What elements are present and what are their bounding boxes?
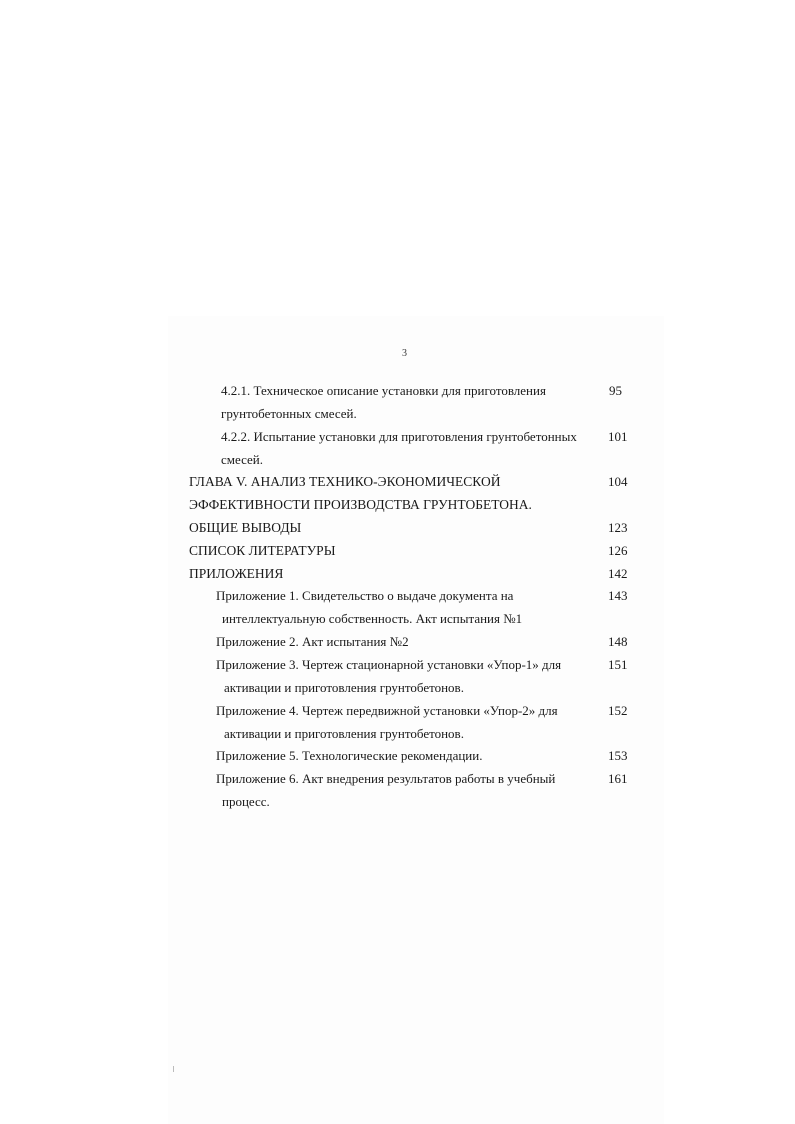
toc-entry-page: 143 xyxy=(608,588,628,603)
toc-entry-page: 153 xyxy=(608,748,628,763)
toc-entry-page: 152 xyxy=(608,703,628,718)
toc-entry-title: СПИСОК ЛИТЕРАТУРЫ xyxy=(189,543,336,558)
toc-entry-title: Приложение 2. Акт испытания №2 xyxy=(216,634,409,649)
toc-entry-title-continued: ЭФФЕКТИВНОСТИ ПРОИЗВОДСТВА ГРУНТОБЕТОНА. xyxy=(189,497,532,512)
toc-entry-page: 142 xyxy=(608,566,628,581)
toc-entry-title: Приложение 3. Чертеж стационарной установки «Упор-1» для xyxy=(216,657,562,672)
toc-entry-page: 101 xyxy=(608,429,628,444)
toc-entry-title-continued: активации и приготовления грунтобетонов. xyxy=(224,680,464,695)
toc-entry-title: Приложение 4. Чертеж передвижной установки «Упор-2» для xyxy=(216,703,558,718)
toc-entry-page: 104 xyxy=(608,474,628,489)
toc-entry-title: Приложение 6. Акт внедрения результатов работы в учебный xyxy=(216,771,556,786)
toc-entry-page: 126 xyxy=(608,543,628,558)
toc-entry-title: 4.2.1. Техническое описание установки для приготовления xyxy=(221,383,546,398)
toc-entry-title-continued: процесс. xyxy=(222,794,270,809)
toc-entry-page: 148 xyxy=(608,634,628,649)
toc-entry-title-continued: интеллектуальную собственность. Акт испытания №1 xyxy=(222,611,523,626)
toc-entry-title: Приложение 5. Технологические рекомендации. xyxy=(216,748,483,763)
toc-entry-title: ОБЩИЕ ВЫВОДЫ xyxy=(189,520,302,535)
toc-entry-title-continued: активации и приготовления грунтобетонов. xyxy=(224,726,464,741)
toc-entry-page: 123 xyxy=(608,520,628,535)
toc-entry-title-continued: грунтобетонных смесей. xyxy=(221,406,357,421)
toc-entry-page: 95 xyxy=(609,383,622,398)
toc-entry-title: 4.2.2. Испытание установки для приготовления грунтобетонных xyxy=(221,429,577,444)
toc-entry-title: ПРИЛОЖЕНИЯ xyxy=(189,566,284,581)
toc-entry-title: Приложение 1. Свидетельство о выдаче документа на xyxy=(216,588,514,603)
page-number: 3 xyxy=(402,348,407,359)
toc-entry-title-continued: смесей. xyxy=(221,452,263,467)
toc-entry-page: 151 xyxy=(608,657,628,672)
toc-entry-page: 161 xyxy=(608,771,628,786)
toc-entry-title: ГЛАВА V. АНАЛИЗ ТЕХНИКО-ЭКОНОМИЧЕСКОЙ xyxy=(189,474,501,489)
